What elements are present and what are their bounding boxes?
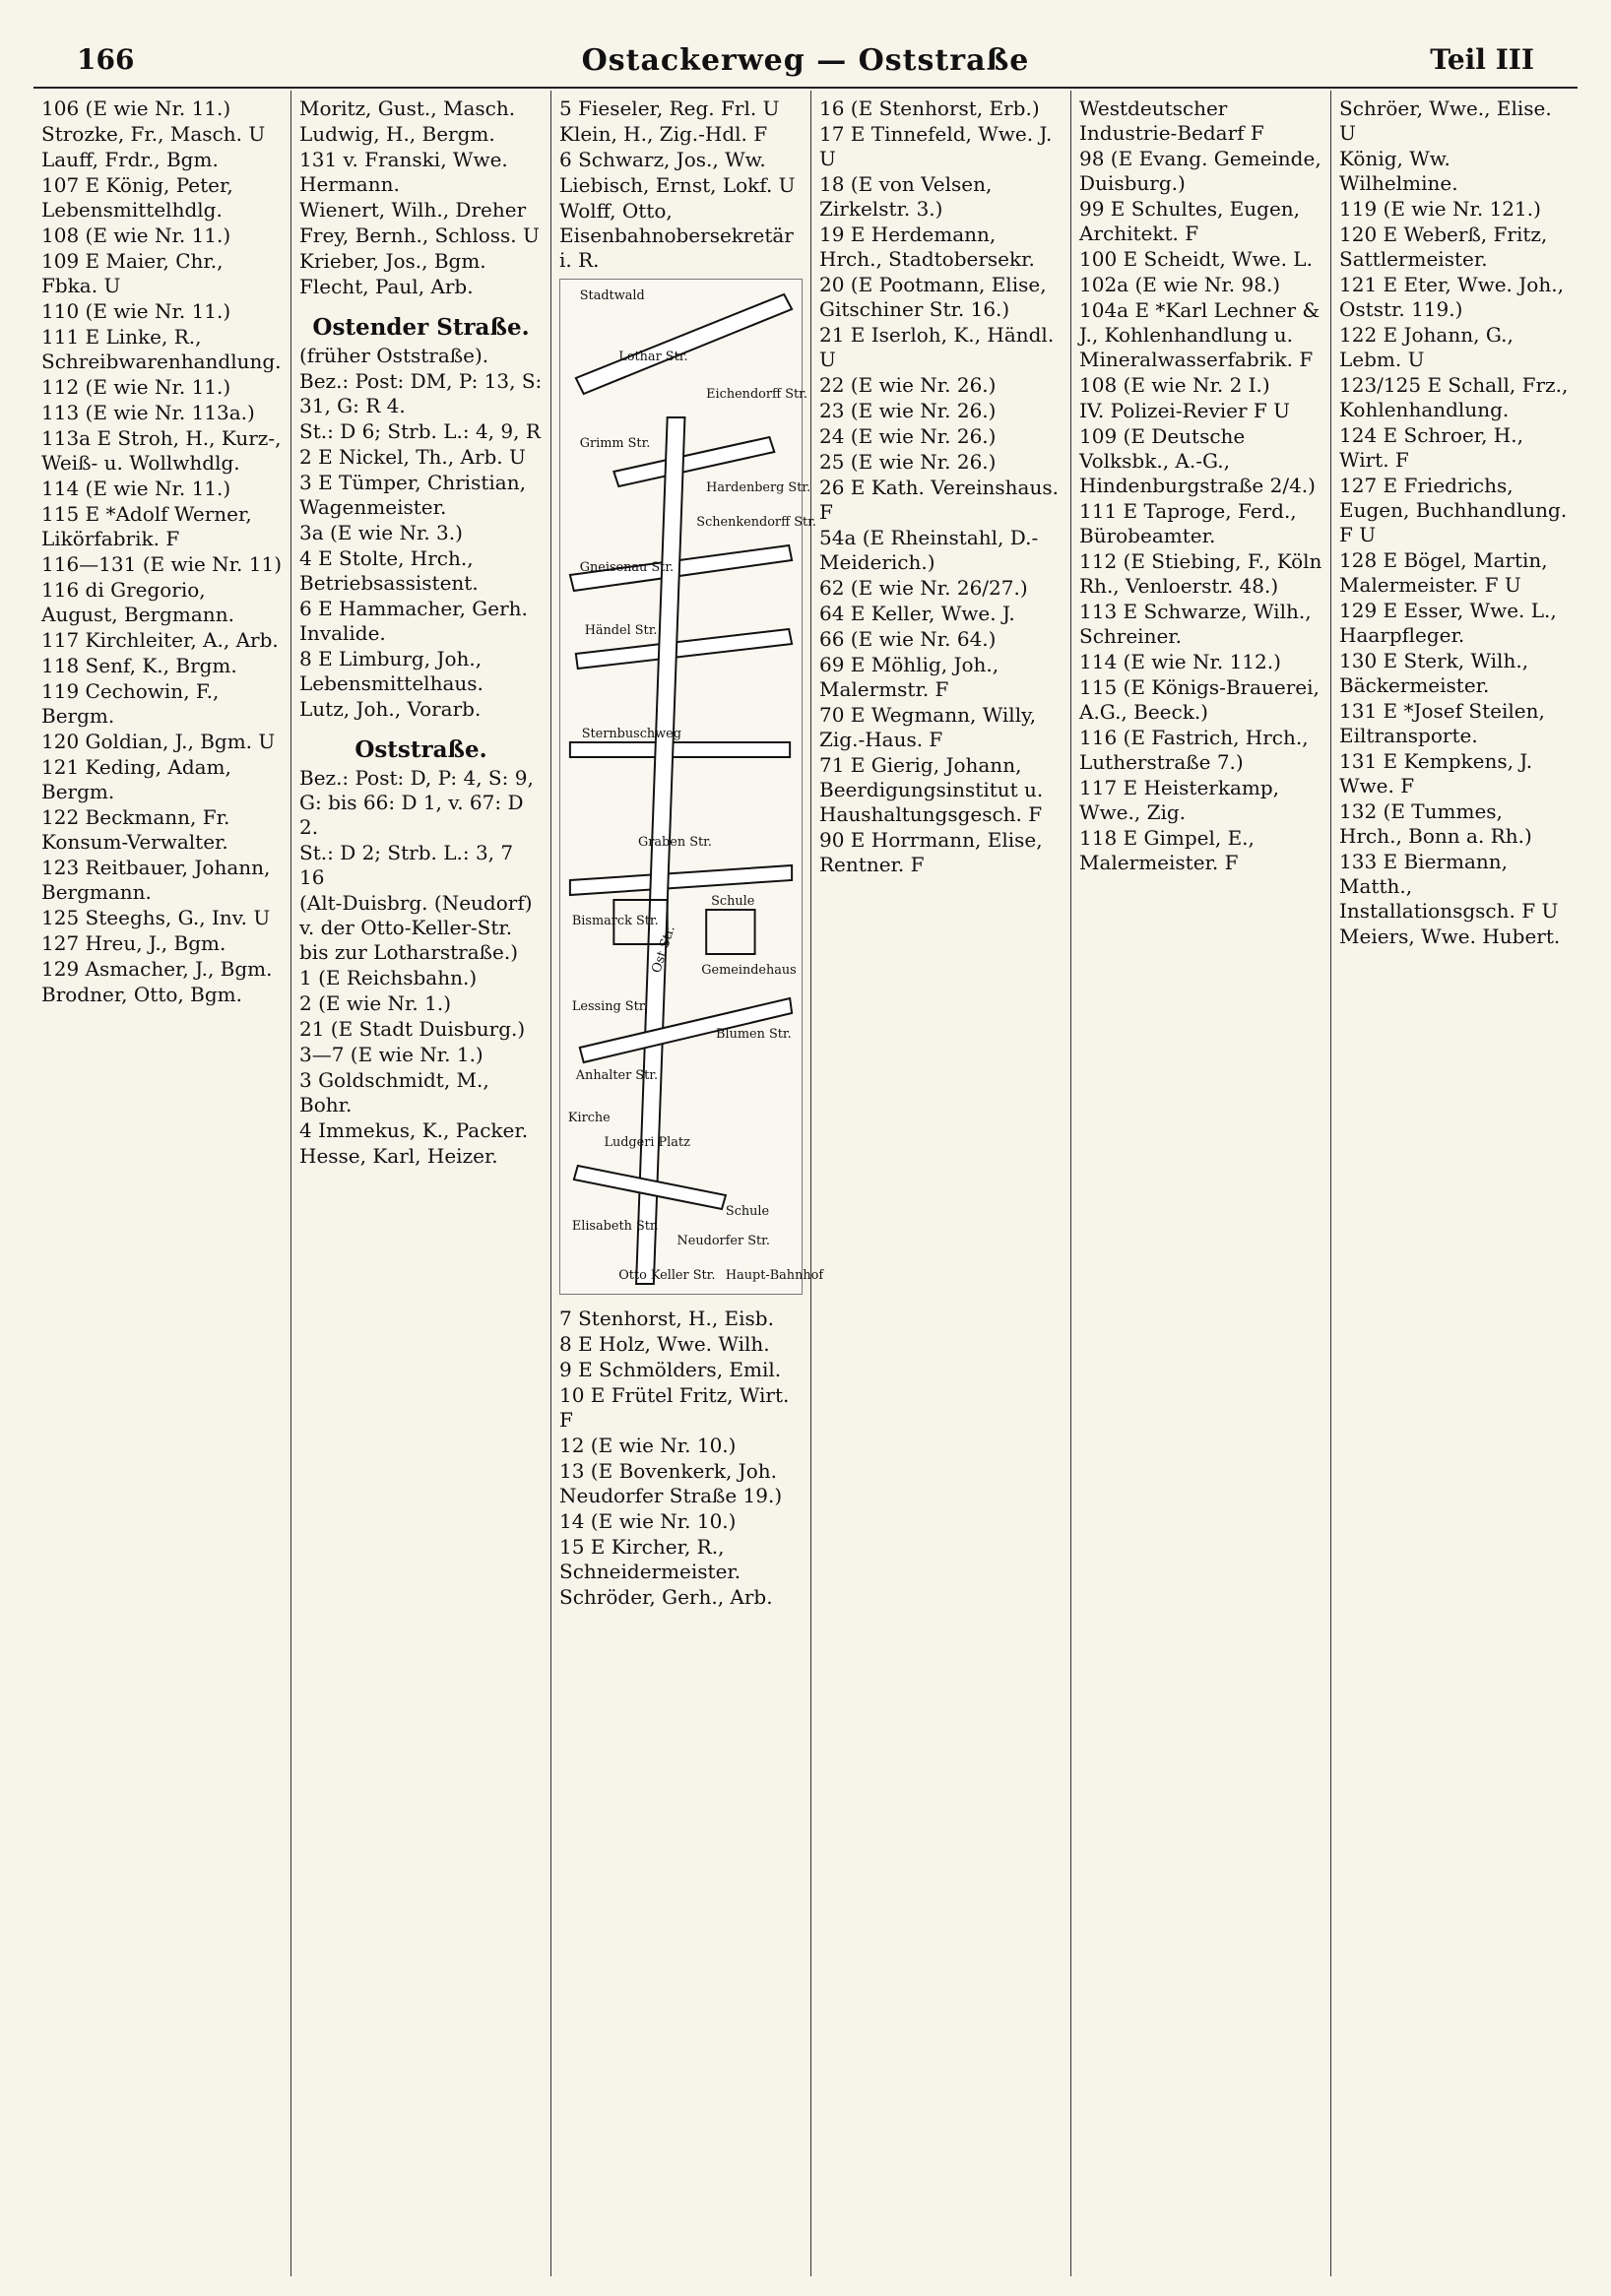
directory-entry: 108 (E wie Nr. 11.) (41, 223, 231, 247)
map-label: Schule (725, 1203, 770, 1220)
street-map (559, 279, 824, 1295)
directory-entry: Krieber, Jos., Bgm. (299, 249, 486, 273)
map-label: Sternbuschweg (581, 726, 681, 742)
directory-entry: 3a (E wie Nr. 3.) (299, 521, 463, 544)
directory-entry: Meiers, Wwe. Hubert. (1339, 925, 1561, 948)
directory-entry: (früher Oststraße). (299, 344, 489, 367)
directory-entry: 90 E Horrmann, Elise, Rentner. F (819, 828, 1043, 876)
directory-entry: Ludwig, H., Bergm. (299, 122, 495, 146)
directory-entry: 124 E Schroer, H., Wirt. F (1339, 423, 1523, 472)
map-road (636, 417, 684, 1284)
entry-list (819, 96, 1063, 877)
directory-entry: 12 (E wie Nr. 10.) (559, 1434, 737, 1457)
directory-entry: 120 E Weberß, Fritz, Sattlermeister. (1339, 223, 1548, 271)
directory-entry: 109 (E Deutsche Volksbk., A.-G., Hindenburgstraße 2/4.) (1079, 424, 1316, 497)
directory-entry: 16 (E Stenhorst, Erb.) (819, 96, 1040, 120)
directory-entry: St.: D 2; Strb. L.: 3, 7 16 (299, 841, 514, 889)
directory-entry: 112 (E Stiebing, F., Köln Rh., Venloerstr. 48.) (1079, 549, 1322, 598)
directory-entry: 116—131 (E wie Nr. 11) (41, 552, 283, 576)
directory-entry: 121 Keding, Adam, Bergm. (41, 755, 231, 803)
map-label: Blumen Str. (716, 1026, 792, 1043)
directory-entry: 21 E Iserloh, K., Händl. U (819, 323, 1055, 371)
directory-entry: 116 (E Fastrich, Hrch., Lutherstraße 7.) (1079, 726, 1309, 774)
directory-entry: 115 (E Königs-Brauerei, A.G., Beeck.) (1079, 675, 1320, 724)
directory-entry: 131 E Kempkens, J. Wwe. F (1339, 749, 1533, 797)
directory-entry: Flecht, Paul, Arb. (299, 275, 474, 298)
entry-list (299, 96, 543, 299)
directory-entry: 3—7 (E wie Nr. 1.) (299, 1043, 483, 1066)
directory-entry: 109 E Maier, Chr., Fbka. U (41, 249, 224, 297)
directory-entry: 8 E Holz, Wwe. Wilh. (559, 1332, 770, 1356)
directory-entry: 22 (E wie Nr. 26.) (819, 373, 997, 397)
map-label: Bismarck Str. (571, 913, 659, 929)
directory-entry: 128 E Bögel, Martin, Malermeister. F U (1339, 548, 1548, 597)
directory-entry: 24 (E wie Nr. 26.) (819, 424, 997, 448)
directory-entry: 2 (E wie Nr. 1.) (299, 991, 452, 1015)
map-label: Schule (711, 893, 755, 910)
map-label: Schenkendorff Str. (696, 514, 817, 531)
directory-entry: Lutz, Joh., Vorarb. (299, 697, 482, 721)
map-label: Ost Str. (649, 924, 678, 976)
directory-entry: 6 Schwarz, Jos., Ww. (559, 148, 766, 171)
directory-entry: 62 (E wie Nr. 26/27.) (819, 576, 1028, 600)
directory-entry: 13 (E Bovenkerk, Joh. Neudorfer Straße 19.) (559, 1459, 783, 1507)
directory-entry: Lauff, Frdr., Bgm. (41, 148, 219, 171)
entry-list (559, 96, 803, 273)
directory-entry: 4 E Stolte, Hrch., Betriebsassistent. (299, 546, 479, 595)
directory-entry: 113 (E wie Nr. 113a.) (41, 401, 255, 424)
map-label: Hardenberg Str. (706, 479, 811, 496)
directory-entry: 113 E Schwarze, Wilh., Schreiner. (1079, 600, 1312, 648)
directory-entry: 3 E Tümper, Christian, Wagenmeister. (299, 471, 526, 519)
map-label: Gneisenau Str. (579, 559, 675, 576)
directory-entry: Liebisch, Ernst, Lokf. U (559, 173, 796, 197)
directory-entry: 129 Asmacher, J., Bgm. (41, 957, 273, 981)
directory-entry: 122 E Johann, G., Lebm. U (1339, 323, 1514, 371)
directory-entry: Hesse, Karl, Heizer. (299, 1144, 498, 1168)
entry-list (1079, 96, 1322, 875)
directory-entry: 114 (E wie Nr. 112.) (1079, 650, 1281, 673)
directory-entry: 54a (E Rheinstahl, D.-Meiderich.) (819, 526, 1039, 574)
directory-entry: 19 E Herdemann, Hrch., Stadtobersekr. (819, 223, 1035, 271)
page-number: 166 (77, 43, 135, 76)
directory-entry: 21 (E Stadt Duisburg.) (299, 1017, 526, 1041)
map-label: Lothar Str. (618, 349, 688, 365)
directory-entry: 113a E Stroh, H., Kurz-, Weiß- u. Wollwhdlg. (41, 426, 282, 475)
directory-entry: (Alt-Duisbrg. (Neudorf) v. der Otto-Keller-Str. bis zur Lotharstraße.) (299, 891, 533, 964)
directory-entry: 66 (E wie Nr. 64.) (819, 627, 997, 651)
directory-entry: 125 Steeghs, G., Inv. U (41, 906, 271, 929)
directory-entry: 119 (E wie Nr. 121.) (1339, 197, 1541, 221)
entry-list (299, 344, 543, 722)
directory-entry: 108 (E wie Nr. 2 I.) (1079, 373, 1270, 397)
directory-entry: 130 E Sterk, Wilh., Bäckermeister. (1339, 649, 1529, 697)
directory-entry: 17 E Tinnefeld, Wwe. J. U (819, 122, 1053, 170)
map-label: Graben Str. (638, 834, 712, 851)
street-map-svg (560, 280, 824, 1294)
directory-entry: 112 (E wie Nr. 11.) (41, 375, 231, 399)
directory-columns (33, 91, 1578, 2276)
directory-entry: 123/125 E Schall, Frz., Kohlenhandlung. (1339, 373, 1569, 421)
map-road (570, 865, 792, 895)
directory-entry: 2 E Nickel, Th., Arb. U (299, 445, 526, 469)
page-title: Ostackerweg — Oststraße (581, 43, 1030, 78)
directory-entry: Wolff, Otto, Eisenbahnobersekretär i. R. (559, 199, 794, 272)
directory-entry: Bez.: Post: D, P: 4, S: 9, G: bis 66: D 1, v. 67: D 2. (299, 766, 534, 839)
directory-entry: 15 E Kircher, R., Schneidermeister. (559, 1535, 741, 1583)
map-road (570, 742, 790, 757)
directory-entry: 133 E Biermann, Matth., Installationsgsch. F U (1339, 850, 1559, 923)
directory-entry: 69 E Möhlig, Joh., Malermstr. F (819, 653, 999, 701)
section-heading: Ostender Straße. (312, 314, 530, 341)
directory-entry: 1 (E Reichsbahn.) (299, 966, 478, 989)
map-label: Eichendorff Str. (706, 386, 807, 403)
directory-entry: Westdeutscher Industrie-Bedarf F (1079, 96, 1264, 145)
directory-entry: 102a (E wie Nr. 98.) (1079, 273, 1281, 296)
map-label: Grimm Str. (579, 435, 651, 452)
map-label: Händel Str. (584, 622, 658, 639)
directory-entry: 118 Senf, K., Brgm. (41, 654, 237, 677)
directory-entry: 98 (E Evang. Gemeinde, Duisburg.) (1079, 147, 1321, 195)
directory-entry: 117 E Heisterkamp, Wwe., Zig. (1079, 776, 1280, 824)
directory-entry: König, Ww. Wilhelmine. (1339, 147, 1458, 195)
column-6 (1331, 91, 1578, 2276)
map-label: Elisabeth Str. (571, 1218, 659, 1235)
directory-entry: 100 E Scheidt, Wwe. L. (1079, 247, 1313, 271)
map-label: Stadtwald (579, 287, 645, 304)
directory-entry: Klein, H., Zig.-Hdl. F (559, 122, 768, 146)
directory-entry: 131 E *Josef Steilen, Eiltransporte. (1339, 699, 1545, 747)
entry-list (41, 96, 283, 1007)
directory-entry: 18 (E von Velsen, Zirkelstr. 3.) (819, 172, 993, 221)
directory-entry: 111 E Linke, R., Schreibwarenhandlung. (41, 325, 282, 373)
map-label: Ludgeri Platz (604, 1134, 690, 1151)
column-1 (33, 91, 291, 2276)
directory-entry: 123 Reitbauer, Johann, Bergmann. (41, 856, 271, 904)
directory-entry: 8 E Limburg, Joh., Lebensmittelhaus. (299, 647, 483, 695)
directory-entry: 121 E Eter, Wwe. Joh., Oststr. 119.) (1339, 273, 1564, 321)
directory-entry: 132 (E Tummes, Hrch., Bonn a. Rh.) (1339, 799, 1532, 848)
directory-entry: 119 Cechowin, F., Bergm. (41, 679, 220, 728)
header-rule (33, 87, 1578, 89)
directory-entry: 6 E Hammacher, Gerh. Invalide. (299, 597, 528, 645)
column-3 (551, 91, 824, 2276)
directory-entry: 117 Kirchleiter, A., Arb. (41, 628, 279, 652)
column-5 (1071, 91, 1331, 2276)
directory-entry: 110 (E wie Nr. 11.) (41, 299, 231, 323)
directory-entry: 118 E Gimpel, E., Malermeister. F (1079, 826, 1255, 874)
directory-entry: 131 v. Franski, Wwe. Hermann. (299, 148, 508, 196)
map-label: Gemeindehaus (701, 962, 797, 979)
column-2 (291, 91, 551, 2276)
directory-entry: 116 di Gregorio, August, Bergmann. (41, 578, 234, 626)
directory-entry: St.: D 6; Strb. L.: 4, 9, R (299, 419, 541, 443)
directory-entry: 120 Goldian, J., Bgm. U (41, 730, 276, 753)
directory-entry: 7 Stenhorst, H., Eisb. (559, 1307, 774, 1330)
directory-entry: Moritz, Gust., Masch. (299, 96, 516, 120)
section-heading: Oststraße. (354, 736, 487, 763)
map-label: Kirche (567, 1110, 611, 1126)
directory-entry: 14 (E wie Nr. 10.) (559, 1509, 737, 1533)
directory-entry: 5 Fieseler, Reg. Frl. U (559, 96, 780, 120)
map-building (706, 910, 754, 954)
directory-entry: 26 E Kath. Vereinshaus. F (819, 476, 1059, 524)
entry-list (299, 766, 543, 1169)
page-header (0, 0, 1611, 95)
directory-entry: 115 E *Adolf Werner, Likörfabrik. F (41, 502, 252, 550)
map-label: Otto Keller Str. (618, 1267, 716, 1284)
map-road (576, 294, 792, 394)
directory-entry: 107 E König, Peter, Lebensmittelhdlg. (41, 173, 233, 222)
directory-entry: 111 E Taproge, Ferd., Bürobeamter. (1079, 499, 1297, 547)
directory-entry: 71 E Gierig, Johann, Beerdigungsinstitut u. Haushaltungsgesch. F (819, 753, 1044, 826)
directory-entry: 122 Beckmann, Fr. Konsum-Verwalter. (41, 805, 230, 854)
map-label: Neudorfer Str. (677, 1233, 770, 1249)
directory-entry: 104a E *Karl Lechner & J., Kohlenhandlung u. Mineralwasserfabrik. F (1079, 298, 1321, 371)
directory-entry: 64 E Keller, Wwe. J. (819, 602, 1015, 625)
map-label: Haupt-Bahnhof (725, 1267, 824, 1284)
directory-entry: IV. Polizei-Revier F U (1079, 399, 1291, 422)
entry-list (559, 1307, 803, 1610)
directory-entry: 23 (E wie Nr. 26.) (819, 399, 997, 422)
map-label: Lessing Str. (571, 998, 648, 1015)
directory-entry: 127 Hreu, J., Bgm. (41, 931, 226, 955)
directory-entry: Bez.: Post: DM, P: 13, S: 31, G: R 4. (299, 369, 543, 417)
directory-entry: 70 E Wegmann, Willy, Zig.-Haus. F (819, 703, 1037, 751)
part-label: Teil III (1430, 43, 1534, 76)
map-label: Anhalter Str. (575, 1067, 659, 1084)
directory-entry: Schröer, Wwe., Elise. U (1339, 96, 1552, 145)
directory-entry: 10 E Frütel Fritz, Wirt. F (559, 1383, 790, 1432)
directory-entry: 114 (E wie Nr. 11.) (41, 477, 231, 500)
directory-entry: Brodner, Otto, Bgm. (41, 983, 242, 1006)
directory-entry: 99 E Schultes, Eugen, Architekt. F (1079, 197, 1301, 245)
directory-entry: 4 Immekus, K., Packer. (299, 1118, 529, 1142)
directory-entry: 106 (E wie Nr. 11.) (41, 96, 231, 120)
directory-entry: Schröder, Gerh., Arb. (559, 1585, 773, 1609)
directory-entry: Strozke, Fr., Masch. U (41, 122, 266, 146)
directory-entry: 25 (E wie Nr. 26.) (819, 450, 997, 474)
directory-entry: 9 E Schmölders, Emil. (559, 1358, 782, 1381)
directory-entry: 129 E Esser, Wwe. L., Haarpfleger. (1339, 599, 1557, 647)
directory-entry: 127 E Friedrichs, Eugen, Buchhandlung. F U (1339, 474, 1568, 546)
directory-entry: Frey, Bernh., Schloss. U (299, 223, 540, 247)
directory-entry: 20 (E Pootmann, Elise, Gitschiner Str. 16.) (819, 273, 1047, 321)
column-4 (811, 91, 1071, 2276)
entry-list (1339, 96, 1570, 949)
directory-entry: Wienert, Wilh., Dreher (299, 198, 527, 222)
directory-entry: 3 Goldschmidt, M., Bohr. (299, 1068, 489, 1116)
